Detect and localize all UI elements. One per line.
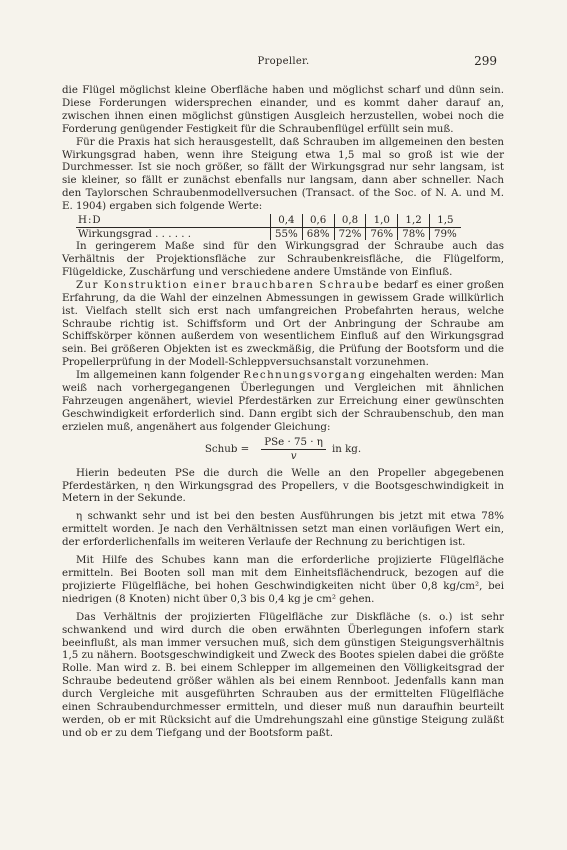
efficiency-label: Wirkungsgrad . . . . . . xyxy=(76,227,271,240)
table-cell: 79% xyxy=(429,227,460,240)
table-cell: 1,0 xyxy=(366,214,398,227)
paragraph-blade-area: Mit Hilfe des Schubes kann man die erforderliche projizierte Flügelfläche ermitteln. Bei Booten soll man mit dem Einheitsflächendruck, bezogen auf die projizierte Flügelfläche, bei hohen Geschwindigkeiten nicht über 0,8 kg/cm², bei niedrigen (8 Knoten) nicht über 0,3 bis 0,4 kg je cm² gehen. xyxy=(62,554,504,605)
table-cell: 1,2 xyxy=(398,214,430,227)
formula-lhs: Schub = xyxy=(204,443,250,456)
spaced-heading: Zur Konstruktion einer brauchbaren Schraube xyxy=(76,278,381,291)
table-cell: 68% xyxy=(302,227,334,240)
ratio-label: H:D xyxy=(78,214,102,227)
table-cell: 72% xyxy=(334,227,366,240)
page-header xyxy=(0,54,567,74)
page-number: 299 xyxy=(474,54,497,68)
formula-fraction xyxy=(261,436,326,463)
formula-denominator: v xyxy=(290,450,297,463)
page-body xyxy=(62,84,504,740)
table-cell: 55% xyxy=(271,227,303,240)
table-cell: 0,4 xyxy=(271,214,303,227)
spaced-term: Rechnungsvorgang xyxy=(243,369,367,382)
table-row-efficiency xyxy=(76,227,461,240)
table-cell: 0,6 xyxy=(302,214,334,227)
efficiency-table xyxy=(76,214,461,240)
paragraph-text: bedarf es einer großen Erfahrung, da die Wahl der einzelnen Abmessungen in gewissem Grade willkürlich ist. Vielfach stellt sich erst nach umfangreichen Probefahrten heraus, welche Schraube richtig ist. Schiffsform und Ort der Anbringung der Schraube am Schiffskörper können außerdem von wesentlichem Einfluß auf den Wirkungsgrad sein. Bei größeren Objekten ist es zweckmäßig, die Prüfung der Bootsform und die Propellerprüfung in der Modell-Schleppversuchsanstalt vorzunehmen. xyxy=(62,278,504,369)
formula-unit: in kg. xyxy=(331,443,362,456)
thrust-formula xyxy=(62,435,504,465)
paragraph-text: eingehalten werden: Man weiß nach vorhergegangenen Überlegungen und Vergleichen mit ähnlichen Fahrzeugen angenähert, wieviel Pferdestärken zur Erreichung einer gewünschten Geschwindigkeit erforderlich sind. Dann ergibt sich der Schraubenschub, den man erzielen muß, angenähert aus folgender Gleichung: xyxy=(62,369,504,433)
paragraph-calculation xyxy=(62,369,504,434)
paragraph-construction xyxy=(62,279,504,369)
running-head: Propeller. xyxy=(257,56,310,67)
formula-numerator: PSe · 75 · η xyxy=(261,436,326,450)
table-cell: 78% xyxy=(398,227,430,240)
paragraph-text: Im allgemeinen kann folgender xyxy=(76,369,244,382)
table-cell: 76% xyxy=(366,227,398,240)
table-row-ratio xyxy=(76,214,461,227)
table-cell: 0,8 xyxy=(334,214,366,227)
paragraph-wing-requirements: die Flügel möglichst kleine Oberfläche haben und möglichst scharf und dünn sein. Diese Forderungen widersprechen einander, und es kommt daher darauf an, zwischen ihnen einen möglichst günstigen Ausgleich herzustellen, wobei noch die Forderung genügender Festigkeit für die Schraubenflügel erfüllt sein muß. xyxy=(62,84,504,135)
table-cell: 1,5 xyxy=(429,214,460,227)
paragraph-pitch-ratio: Für die Praxis hat sich herausgestellt, daß Schrauben im allgemeinen den besten Wirkungsgrad haben, wenn ihre Steigung etwa 1,5 mal so groß ist wie der Durchmesser. Ist sie noch größer, so fällt der Wirkungsgrad nur sehr langsam, ist sie kleiner, so fällt er zunächst ebenfalls nur langsam, dann aber schneller. Nach den Taylorschen Schraubenmodellversuchen (Transact. of the Soc. of N. A. und M. E. 1904) ergaben sich folgende Werte: xyxy=(62,135,504,213)
paragraph-other-factors: In geringerem Maße sind für den Wirkungsgrad der Schraube auch das Verhältnis der Projektionsfläche zur Schraubenkreisfläche, die Flügelform, Flügeldicke, Zuschärfung und verschiedene andere Umstände von Einfluß. xyxy=(62,240,504,278)
paragraph-definitions: Hierin bedeuten PSe die durch die Welle an den Propeller abgegebenen Pferdestärken, η den Wirkungsgrad des Propellers, v die Bootsgeschwindigkeit in Metern in der Sekunde. xyxy=(62,466,504,505)
paragraph-disk-ratio: Das Verhältnis der projizierten Flügelfläche zur Diskfläche (s. o.) ist sehr schwankend und wird durch die oben erwähnten Überlegungen infofern stark beeinflußt, als man immer versuchen muß, sich dem günstigen Steigungsverhältnis 1,5 zu nähern. Bootsgeschwindigkeit und Zweck des Bootes spielen dabei die größte Rolle. Man wird z. B. bei einem Schlepper im allgemeinen den Völligkeitsgrad der Schraube bedeutend größer wählen als bei einem Rennboot. Jedenfalls kann man durch Vergleiche mit ausgeführten Schrauben aus der ermittelten Flügelfläche einen Schraubendurchmesser ermitteln, und dieser muß nun daraufhin beurteilt werden, ob er mit Rücksicht auf die Umdrehungszahl eine günstige Steigung zuläßt und ob er zu dem Tiefgang und der Bootsform paßt. xyxy=(62,610,504,739)
paragraph-efficiency-value: η schwankt sehr und ist bei den besten Ausführungen bis jetzt mit etwa 78% ermittelt worden. Je nach den Verhältnissen setzt man einen vorläufigen Wert ein, der erforderlichenfalls im weiteren Verlaufe der Rechnung zu berichtigen ist. xyxy=(62,510,504,549)
